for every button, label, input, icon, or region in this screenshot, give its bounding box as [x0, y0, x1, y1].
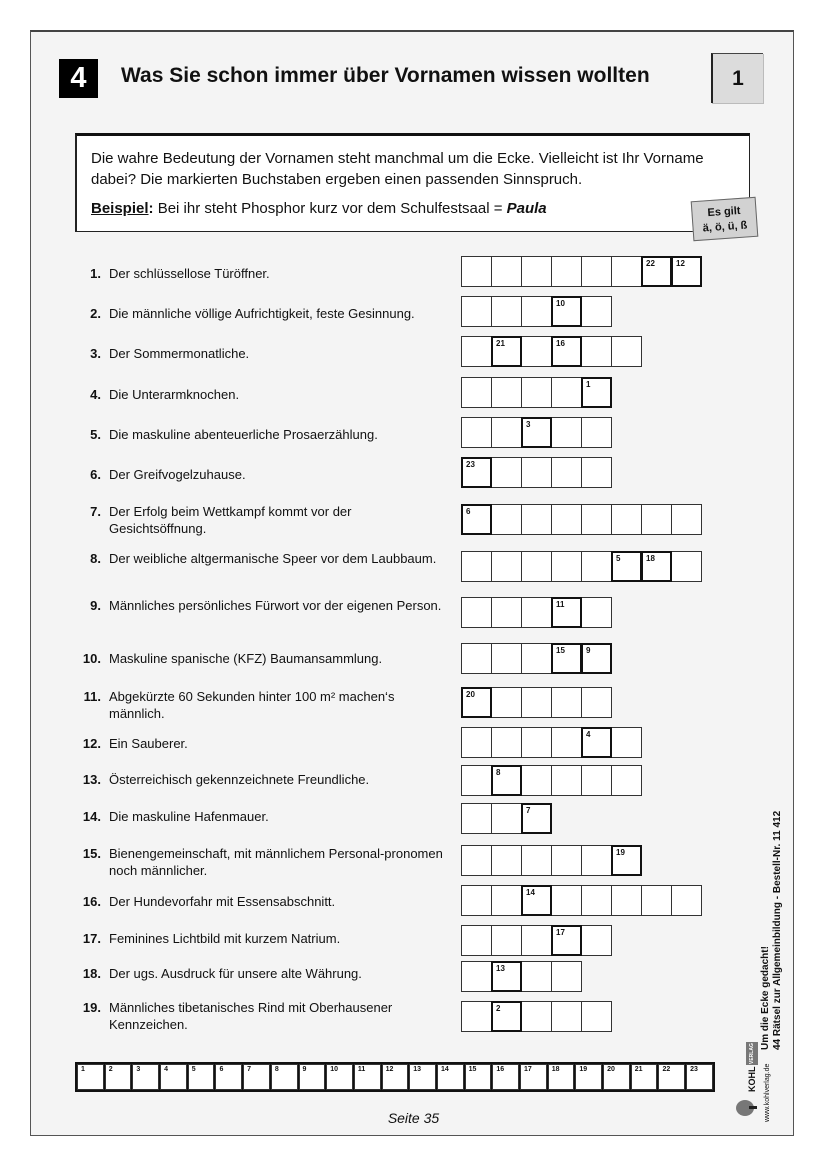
solution-row [75, 1062, 715, 1092]
clue-item [79, 845, 449, 879]
letter-cell[interactable] [491, 597, 522, 628]
cell-index-number: 21 [496, 339, 505, 348]
clue-text: Der ugs. Ausdruck für unsere alte Währung. [109, 966, 362, 981]
answer-grid [461, 961, 581, 992]
answer-grid [461, 296, 611, 327]
clue-item [79, 650, 449, 667]
letter-cell[interactable] [521, 687, 552, 718]
cell-index-number: 5 [616, 554, 621, 563]
letter-cell[interactable] [521, 643, 552, 674]
marked-letter-cell[interactable] [491, 1001, 522, 1032]
clue-text: Männliches persönliches Fürwort vor der eigenen Person. [109, 598, 442, 613]
answer-grid [461, 1001, 611, 1032]
letter-cell[interactable] [551, 417, 582, 448]
letter-cell[interactable] [521, 336, 552, 367]
letter-cell[interactable] [491, 885, 522, 916]
solution-cell-number: 1 [81, 1066, 85, 1073]
letter-cell[interactable] [521, 845, 552, 876]
letter-cell[interactable] [581, 256, 612, 287]
example-label: Beispiel [91, 200, 149, 217]
clue-item [79, 305, 449, 322]
letter-cell[interactable] [491, 551, 522, 582]
solution-cell-number: 11 [357, 1066, 366, 1073]
solution-cell[interactable] [437, 1064, 464, 1090]
letter-cell[interactable] [521, 765, 552, 796]
letter-cell[interactable] [461, 845, 492, 876]
clue-number: 10. [82, 651, 101, 666]
letter-cell[interactable] [491, 687, 522, 718]
marked-letter-cell[interactable] [461, 687, 492, 718]
page-title: Was Sie schon immer über Vornamen wissen wollten [121, 64, 650, 87]
solution-cell-number: 14 [440, 1066, 449, 1073]
clue-item [79, 735, 449, 752]
clue-text: Der weibliche altgermanische Speer vor dem Laubbaum. [109, 551, 437, 566]
letter-cell[interactable] [461, 885, 492, 916]
letter-cell[interactable] [641, 885, 672, 916]
solution-cell-number: 23 [690, 1066, 698, 1073]
clue-text: Bienengemeinschaft, mit männlichem Personal-pronomen noch männlicher. [109, 846, 443, 878]
answer-grid [461, 336, 641, 367]
letter-cell[interactable] [551, 845, 582, 876]
letter-cell[interactable] [491, 417, 522, 448]
publisher-logo [732, 1040, 787, 1125]
answer-grid [461, 377, 611, 408]
solution-cell[interactable] [77, 1064, 104, 1090]
letter-cell[interactable] [581, 457, 612, 488]
solution-cell-number: 2 [108, 1066, 113, 1073]
clue-number: 16. [82, 894, 101, 909]
clue-item [79, 688, 449, 722]
publisher-name: KOHL [747, 1066, 757, 1092]
letter-cell[interactable] [581, 417, 612, 448]
letter-cell[interactable] [491, 377, 522, 408]
answer-grid [461, 885, 701, 916]
marked-letter-cell[interactable] [611, 551, 642, 582]
letter-cell[interactable] [461, 417, 492, 448]
cell-index-number: 23 [466, 460, 475, 469]
marked-letter-cell[interactable] [581, 727, 612, 758]
solution-cell-number: 3 [136, 1066, 141, 1073]
clue-number: 8. [90, 551, 101, 566]
chapter-badge: 4 [59, 59, 98, 98]
letter-cell[interactable] [461, 597, 492, 628]
clue-item [79, 426, 449, 443]
cell-index-number: 2 [496, 1004, 501, 1013]
solution-cell[interactable] [105, 1064, 132, 1090]
solution-cell-number: 13 [413, 1066, 422, 1073]
letter-cell[interactable] [461, 803, 492, 834]
answer-grid [461, 803, 551, 834]
cell-index-number: 11 [556, 600, 565, 609]
solution-cell[interactable] [492, 1064, 519, 1090]
clue-number: 11. [83, 689, 101, 704]
tree-logo-icon [732, 1040, 787, 1125]
letter-cell[interactable] [461, 551, 492, 582]
answer-grid [461, 925, 611, 956]
intro-box [75, 133, 750, 232]
cell-index-number: 13 [496, 964, 505, 973]
marked-letter-cell[interactable] [581, 377, 612, 408]
letter-cell[interactable] [461, 727, 492, 758]
answer-grid [461, 457, 611, 488]
marked-letter-cell[interactable] [521, 803, 552, 834]
clue-item [79, 466, 449, 483]
marked-letter-cell[interactable] [521, 417, 552, 448]
note-line-1: Es gilt [707, 204, 741, 220]
letter-cell[interactable] [491, 845, 522, 876]
solution-cell[interactable] [326, 1064, 353, 1090]
marked-letter-cell[interactable] [491, 336, 522, 367]
marked-letter-cell[interactable] [551, 336, 582, 367]
solution-cell-number: 7 [247, 1066, 252, 1073]
clue-number: 18. [82, 966, 101, 981]
clue-item [79, 503, 449, 537]
clue-number: 1. [90, 266, 101, 281]
clue-number: 2. [90, 306, 101, 321]
cell-index-number: 4 [586, 730, 591, 739]
letter-cell[interactable] [521, 504, 552, 535]
solution-cell-number: 8 [274, 1066, 279, 1073]
clue-text: Die maskuline abenteuerliche Prosaerzählung. [109, 427, 378, 442]
cell-index-number: 7 [526, 806, 531, 815]
clue-item [79, 550, 449, 567]
marked-letter-cell[interactable] [641, 551, 672, 582]
letter-cell[interactable] [671, 551, 702, 582]
letter-cell[interactable] [581, 925, 612, 956]
letter-cell[interactable] [551, 765, 582, 796]
solution-cell[interactable] [354, 1064, 381, 1090]
clue-item [79, 597, 449, 614]
note-line-2: ä, ö, ü, ß [702, 219, 748, 235]
clue-text: Die maskuline Hafenmauer. [109, 809, 269, 824]
publisher-sub: VERLAG [746, 1042, 758, 1065]
letter-cell[interactable] [461, 643, 492, 674]
letter-cell[interactable] [461, 256, 492, 287]
solution-cell-number: 22 [662, 1066, 671, 1073]
clue-number: 5. [90, 427, 101, 442]
letter-cell[interactable] [461, 961, 492, 992]
cell-index-number: 6 [466, 507, 471, 516]
solution-cell-number: 12 [385, 1066, 394, 1073]
marked-letter-cell[interactable] [491, 961, 522, 992]
letter-cell[interactable] [641, 504, 672, 535]
solution-cell-number: 21 [634, 1066, 643, 1073]
answer-grid [461, 504, 701, 535]
clue-item [79, 265, 449, 282]
letter-cell[interactable] [551, 961, 582, 992]
clue-number: 6. [90, 467, 101, 482]
letter-cell[interactable] [581, 1001, 612, 1032]
publisher-website: www.kohlverlag.de [764, 1063, 771, 1122]
clue-text: Der schlüssellose Türöffner. [109, 266, 270, 281]
clue-text: Der Greifvogelzuhause. [109, 467, 246, 482]
answer-grid [461, 765, 641, 796]
page-number: Seite 35 [387, 1110, 440, 1126]
marked-letter-cell[interactable] [581, 643, 612, 674]
clue-number: 13. [82, 772, 101, 787]
letter-cell[interactable] [521, 961, 552, 992]
solution-cell[interactable] [603, 1064, 630, 1090]
solution-cell[interactable] [575, 1064, 602, 1090]
intro-text: Die wahre Bedeutung der Vornamen steht manchmal um die Ecke. Vielleicht ist Ihr Vorname dabei? Die markierten Buchstaben ergeben einen passenden Sinnspruch. [91, 150, 704, 188]
letter-cell[interactable] [551, 504, 582, 535]
solution-cell[interactable] [686, 1064, 713, 1090]
solution-cell[interactable] [409, 1064, 436, 1090]
cell-index-number: 17 [556, 928, 565, 937]
cell-index-number: 9 [586, 646, 591, 655]
example-answer: Paula [506, 200, 547, 217]
solution-cell[interactable] [271, 1064, 298, 1090]
letter-cell[interactable] [551, 687, 582, 718]
solution-cell-number: 9 [302, 1066, 307, 1073]
marked-letter-cell[interactable] [671, 256, 702, 287]
marked-letter-cell[interactable] [461, 504, 492, 535]
cell-index-number: 16 [556, 339, 565, 348]
letter-cell[interactable] [581, 687, 612, 718]
answer-grid [461, 727, 641, 758]
letter-cell[interactable] [461, 925, 492, 956]
letter-cell[interactable] [491, 256, 522, 287]
clue-text: Maskuline spanische (KFZ) Baumansammlung. [109, 651, 383, 666]
solution-cell-number: 15 [468, 1066, 477, 1073]
marked-letter-cell[interactable] [551, 296, 582, 327]
solution-cell-number: 10 [330, 1066, 338, 1073]
solution-cell[interactable] [188, 1064, 215, 1090]
clue-item [79, 386, 449, 403]
letter-cell[interactable] [551, 885, 582, 916]
letter-cell[interactable] [611, 765, 642, 796]
clue-text: Feminines Lichtbild mit kurzem Natrium. [109, 931, 341, 946]
clue-text: Österreichisch gekennzeichnete Freundliche. [109, 772, 370, 787]
sheet-number-badge: 1 [711, 53, 763, 103]
solution-cell-number: 5 [191, 1066, 196, 1073]
letter-cell[interactable] [671, 885, 702, 916]
solution-cell[interactable] [520, 1064, 547, 1090]
letter-cell[interactable] [581, 551, 612, 582]
series-subtitle-order-number: 44 Rätsel zur Allgemeinbildung - Bestell-Nr. 11 412 [772, 810, 783, 1050]
letter-cell[interactable] [521, 457, 552, 488]
example-text: Bei ihr steht Phosphor kurz vor dem Schulfestsaal = [153, 200, 507, 217]
cell-index-number: 14 [526, 888, 535, 897]
cell-index-number: 3 [526, 420, 531, 429]
clue-number: 7. [90, 504, 101, 519]
clue-number: 4. [90, 387, 101, 402]
clue-number: 12. [82, 736, 101, 751]
cell-index-number: 20 [466, 690, 475, 699]
solution-cell[interactable] [465, 1064, 492, 1090]
cell-index-number: 8 [496, 768, 501, 777]
letter-cell[interactable] [611, 504, 642, 535]
letter-cell[interactable] [551, 457, 582, 488]
answer-grid [461, 256, 701, 287]
clue-text: Die männliche völlige Aufrichtigkeit, feste Gesinnung. [109, 306, 415, 321]
answer-grid [461, 417, 611, 448]
solution-cell[interactable] [243, 1064, 270, 1090]
solution-cell-number: 18 [551, 1066, 560, 1073]
clue-number: 15. [82, 846, 101, 861]
letter-cell[interactable] [461, 336, 492, 367]
solution-cell[interactable] [548, 1064, 575, 1090]
clue-number: 17. [82, 931, 101, 946]
solution-cell-number: 16 [496, 1066, 505, 1073]
answer-grid [461, 687, 611, 718]
marked-letter-cell[interactable] [551, 597, 582, 628]
clue-item [79, 999, 449, 1033]
clue-text: Der Hundevorfahr mit Essensabschnitt. [109, 894, 336, 909]
letter-cell[interactable] [581, 765, 612, 796]
solution-cell[interactable] [215, 1064, 242, 1090]
letter-cell[interactable] [611, 336, 642, 367]
example-line [91, 198, 735, 219]
letter-cell[interactable] [521, 1001, 552, 1032]
letter-cell[interactable] [461, 1001, 492, 1032]
letter-cell[interactable] [581, 885, 612, 916]
letter-cell[interactable] [551, 1001, 582, 1032]
solution-cell-number: 20 [607, 1066, 615, 1073]
clue-number: 9. [90, 598, 101, 613]
clue-item [79, 965, 449, 982]
clue-item [79, 808, 449, 825]
answer-grid [461, 845, 641, 876]
letter-cell[interactable] [521, 551, 552, 582]
answer-grid [461, 597, 611, 628]
letter-cell[interactable] [611, 256, 642, 287]
letter-cell[interactable] [491, 803, 522, 834]
solution-cell-number: 6 [219, 1066, 224, 1073]
letter-cell[interactable] [491, 727, 522, 758]
letter-cell[interactable] [551, 551, 582, 582]
clue-number: 14. [82, 809, 101, 824]
answer-grid [461, 551, 701, 582]
letter-cell[interactable] [551, 727, 582, 758]
solution-cell-number: 4 [164, 1066, 168, 1073]
series-title: Um die Ecke gedacht! [760, 946, 771, 1050]
solution-cell[interactable] [658, 1064, 685, 1090]
letter-cell[interactable] [491, 925, 522, 956]
marked-letter-cell[interactable] [461, 457, 492, 488]
clue-item [79, 771, 449, 788]
marked-letter-cell[interactable] [641, 256, 672, 287]
marked-letter-cell[interactable] [551, 925, 582, 956]
letter-cell[interactable] [491, 457, 522, 488]
cell-index-number: 19 [616, 848, 625, 857]
clue-text: Abgekürzte 60 Sekunden hinter 100 m² machen‘s männlich. [109, 689, 395, 721]
example-colon: : [148, 200, 154, 217]
cell-index-number: 1 [586, 380, 591, 389]
solution-cell[interactable] [299, 1064, 326, 1090]
letter-cell[interactable] [581, 296, 612, 327]
letter-cell[interactable] [581, 504, 612, 535]
cell-index-number: 12 [676, 259, 685, 268]
umlaut-note-tag [691, 197, 759, 241]
letter-cell[interactable] [461, 377, 492, 408]
marked-letter-cell[interactable] [551, 643, 582, 674]
letter-cell[interactable] [581, 336, 612, 367]
marked-letter-cell[interactable] [491, 765, 522, 796]
clue-text: Ein Sauberer. [109, 736, 188, 751]
solution-cell-number: 19 [579, 1066, 588, 1073]
cell-index-number: 15 [556, 646, 565, 655]
letter-cell[interactable] [551, 377, 582, 408]
letter-cell[interactable] [521, 727, 552, 758]
letter-cell[interactable] [521, 925, 552, 956]
clue-item [79, 893, 449, 910]
solution-cell-number: 17 [524, 1066, 532, 1073]
letter-cell[interactable] [491, 643, 522, 674]
answer-grid [461, 643, 611, 674]
clue-text: Der Sommermonatliche. [109, 346, 250, 361]
solution-cell[interactable] [160, 1064, 187, 1090]
clue-item [79, 345, 449, 362]
letter-cell[interactable] [491, 296, 522, 327]
marked-letter-cell[interactable] [521, 885, 552, 916]
letter-cell[interactable] [581, 597, 612, 628]
clue-text: Der Erfolg beim Wettkampf kommt vor der Gesichtsöffnung. [109, 504, 352, 536]
clue-item [79, 930, 449, 947]
letter-cell[interactable] [491, 504, 522, 535]
clue-number: 19. [82, 1000, 101, 1015]
letter-cell[interactable] [521, 597, 552, 628]
marked-letter-cell[interactable] [611, 845, 642, 876]
letter-cell[interactable] [521, 296, 552, 327]
letter-cell[interactable] [521, 256, 552, 287]
cell-index-number: 18 [646, 554, 655, 563]
clue-number: 3. [90, 346, 101, 361]
solution-cell[interactable] [631, 1064, 658, 1090]
letter-cell[interactable] [461, 296, 492, 327]
clue-text: Männliches tibetanisches Rind mit Oberhausener Kennzeichen. [109, 1000, 393, 1032]
letter-cell[interactable] [461, 765, 492, 796]
letter-cell[interactable] [581, 845, 612, 876]
solution-cell[interactable] [132, 1064, 159, 1090]
letter-cell[interactable] [671, 504, 702, 535]
letter-cell[interactable] [611, 885, 642, 916]
letter-cell[interactable] [521, 377, 552, 408]
letter-cell[interactable] [551, 256, 582, 287]
clue-text: Die Unterarmknochen. [109, 387, 240, 402]
cell-index-number: 22 [646, 259, 655, 268]
letter-cell[interactable] [611, 727, 642, 758]
cell-index-number: 10 [556, 299, 565, 308]
solution-cell[interactable] [382, 1064, 409, 1090]
